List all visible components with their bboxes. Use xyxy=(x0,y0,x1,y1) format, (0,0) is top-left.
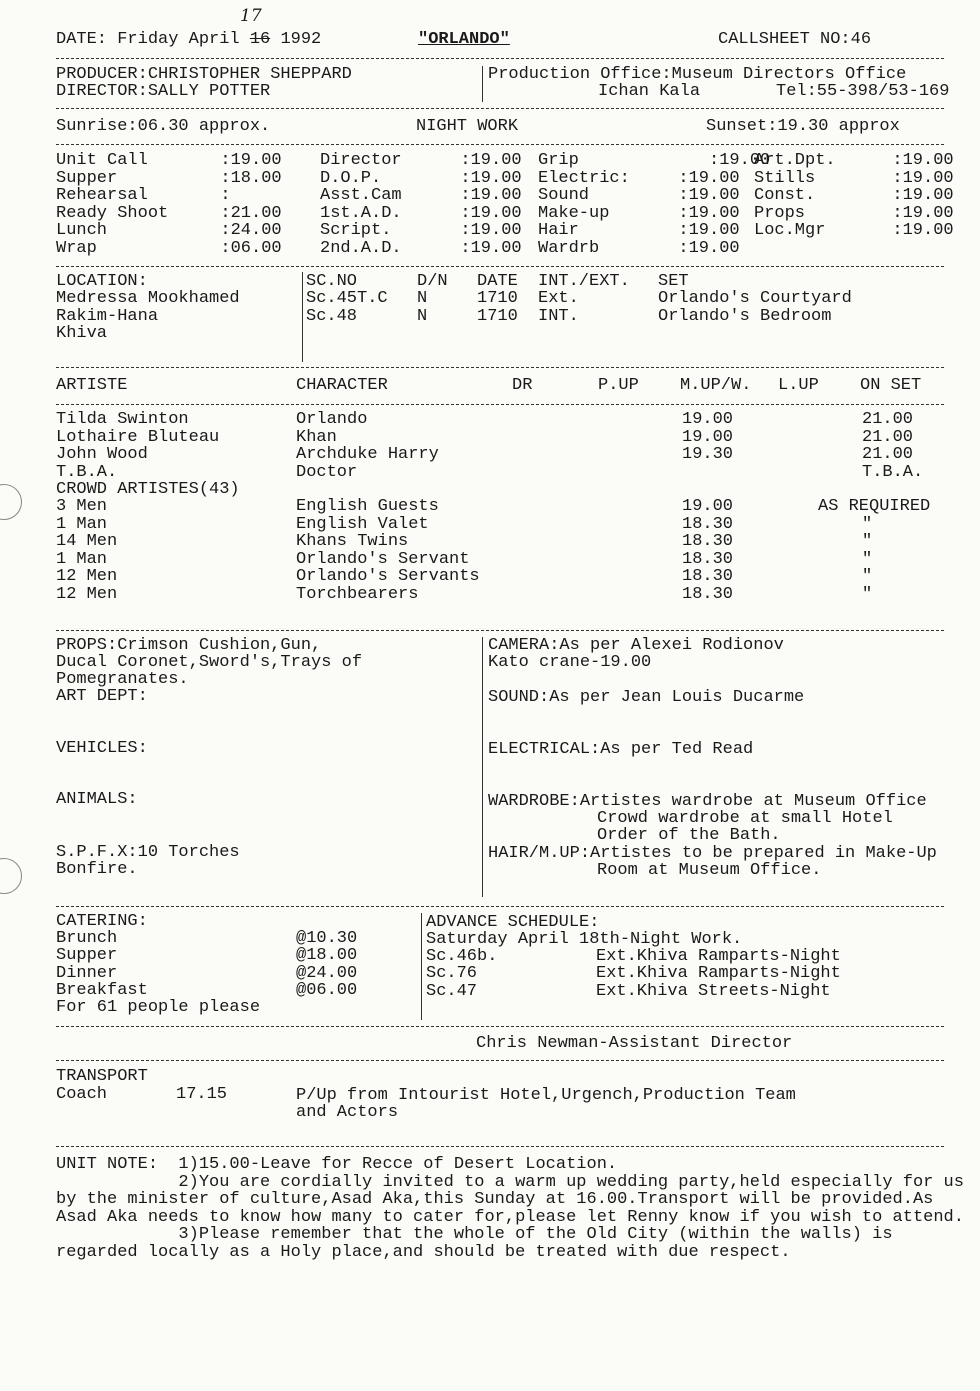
call-role: Sound xyxy=(538,186,590,206)
call-time: :19.00 xyxy=(440,203,522,223)
meal-name: Brunch xyxy=(56,929,118,948)
call-role: 2nd.A.D. xyxy=(320,239,402,258)
crowd-count: 1 Man xyxy=(56,514,108,534)
call-role: Ready Shoot xyxy=(56,203,169,223)
on-set-time: 21.00 xyxy=(862,410,914,429)
call-time: :19.00 xyxy=(440,151,522,170)
advance-set: Ext.Khiva Ramparts-Night xyxy=(596,947,841,966)
scene-cell: N xyxy=(417,289,428,308)
office-location: Ichan Kala xyxy=(598,82,701,101)
work-type: NIGHT WORK xyxy=(416,117,519,136)
crowd-count: 12 Men xyxy=(56,584,118,604)
advance-scene: Sc.47 xyxy=(426,981,478,1001)
location-line: Khiva xyxy=(56,324,108,343)
department-line: WARDROBE:Artistes wardrobe at Museum Office xyxy=(488,792,927,811)
meal-name: Breakfast xyxy=(56,981,148,1001)
transport-type: Coach xyxy=(56,1085,108,1104)
makeup-time: 19.30 xyxy=(682,445,734,464)
call-time: :24.00 xyxy=(200,221,282,241)
department-line: CAMERA:As per Alexei Rodionov xyxy=(488,636,784,655)
department-line: Crowd wardrobe at small Hotel xyxy=(597,809,893,828)
call-role: Rehearsal xyxy=(56,186,148,206)
call-time: :19.00 xyxy=(658,203,740,223)
character-name: Khan xyxy=(296,427,337,447)
artiste-name: Tilda Swinton xyxy=(56,410,189,429)
call-role: Asst.Cam xyxy=(320,186,402,206)
office-telephone: Tel:55-398/53-169 xyxy=(776,82,950,101)
call-time: :19.00 xyxy=(658,186,740,206)
crowd-role: English Valet xyxy=(296,514,429,534)
call-time: :19.00 xyxy=(200,151,282,170)
cast-header: DR xyxy=(512,376,533,395)
catering-label: CATERING: xyxy=(56,912,148,931)
makeup-time: 19.00 xyxy=(682,410,734,429)
on-set-time: " xyxy=(862,514,873,534)
scene-cell: N xyxy=(417,307,428,326)
makeup-time: 19.00 xyxy=(682,497,734,516)
punch-hole-top xyxy=(0,484,22,520)
call-time: :19.00 xyxy=(872,151,954,170)
call-time: :19.00 xyxy=(658,221,740,241)
call-role: Art.Dpt. xyxy=(754,151,836,170)
scene-cell: Sc.45T.C xyxy=(306,289,388,308)
department-line: ANIMALS: xyxy=(56,790,138,809)
call-role: Script. xyxy=(320,221,392,241)
production-title: "ORLANDO" xyxy=(418,30,510,49)
crowd-count: 3 Men xyxy=(56,497,108,516)
department-line: Ducal Coronet,Sword's,Trays of xyxy=(56,653,363,672)
scene-cell: 1710 xyxy=(477,307,518,326)
transport-desc: P/Up from Intourist Hotel,Urgench,Production Team xyxy=(296,1086,796,1105)
call-time: :19.00 xyxy=(440,239,522,258)
call-time: :19.00 xyxy=(872,203,954,223)
makeup-time: 18.30 xyxy=(682,567,734,586)
cast-header: ON SET xyxy=(860,376,922,395)
cast-header: CHARACTER xyxy=(296,376,388,395)
character-name: Archduke Harry xyxy=(296,445,439,464)
note-line: 2)You are cordially invited to a warm up wedding party,held especially for us xyxy=(56,1172,964,1192)
production-office: Production Office:Museum Directors Office xyxy=(488,65,907,84)
crowd-role: Torchbearers xyxy=(296,584,419,604)
call-role: Lunch xyxy=(56,221,108,241)
on-set-time: " xyxy=(862,532,873,551)
scene-cell: Ext. xyxy=(538,289,579,308)
on-set-time: AS REQUIRED xyxy=(818,497,931,516)
artiste-name: Lothaire Bluteau xyxy=(56,427,220,447)
makeup-time: 18.30 xyxy=(682,584,734,604)
advance-scene: Sc.76 xyxy=(426,964,478,984)
character-name: Doctor xyxy=(296,462,358,482)
on-set-time: " xyxy=(862,567,873,586)
cast-header: L.UP xyxy=(778,376,819,395)
assistant-director-signature: Chris Newman-Assistant Director xyxy=(476,1034,793,1053)
call-role: Const. xyxy=(754,186,816,206)
call-role: Props xyxy=(754,203,806,223)
call-time: : xyxy=(200,186,231,206)
meal-name: Supper xyxy=(56,946,118,966)
transport-desc: and Actors xyxy=(296,1103,399,1122)
crowd-count: 12 Men xyxy=(56,567,118,586)
call-time: :19.00 xyxy=(440,168,522,188)
department-line: Kato crane-19.00 xyxy=(488,653,652,672)
advance-set: Ext.Khiva Ramparts-Night xyxy=(596,964,841,984)
meal-time: @10.30 xyxy=(296,929,358,948)
scene-cell: Orlando's Bedroom xyxy=(658,307,832,326)
department-line: Room at Museum Office. xyxy=(597,861,822,880)
crowd-role: Khans Twins xyxy=(296,532,409,551)
call-time: :19.00 xyxy=(872,186,954,206)
on-set-time: 21.00 xyxy=(862,427,914,447)
crowd-role: Orlando's Servants xyxy=(296,567,480,586)
cast-header: ARTISTE xyxy=(56,376,128,395)
call-time: :18.00 xyxy=(200,168,282,188)
artiste-name: T.B.A. xyxy=(56,462,118,482)
call-time: :19.00 xyxy=(658,168,740,188)
call-role: Grip xyxy=(538,151,579,170)
cast-header: P.UP xyxy=(598,376,639,395)
note-line: Asad Aka needs to know how many to cater for,please let Renny know if you wish to attend. xyxy=(56,1207,964,1227)
call-role: Wardrb xyxy=(538,239,600,258)
crowd-role: English Guests xyxy=(296,497,439,516)
note-line: regarded locally as a Holy place,and should be treated with due respect. xyxy=(56,1243,791,1262)
scene-header: D/N xyxy=(417,272,448,291)
department-line: VEHICLES: xyxy=(56,739,148,758)
artiste-name: John Wood xyxy=(56,445,148,464)
scene-cell: Orlando's Courtyard xyxy=(658,289,852,308)
call-role: Director xyxy=(320,151,402,170)
note-line: UNIT NOTE: 1)15.00-Leave for Recce of Desert Location. xyxy=(56,1155,618,1174)
note-line: 3)Please remember that the whole of the Old City (within the walls) is xyxy=(56,1225,893,1245)
call-time: :06.00 xyxy=(200,239,282,258)
call-role: Loc.Mgr xyxy=(754,221,826,241)
scene-header: SC.NO xyxy=(306,272,358,291)
call-role: Unit Call xyxy=(56,151,148,170)
call-role: Hair xyxy=(538,221,579,241)
on-set-time: 21.00 xyxy=(862,445,914,464)
department-line: Bonfire. xyxy=(56,860,138,879)
scene-header: INT./EXT. xyxy=(538,272,630,291)
advance-set: Ext.Khiva Streets-Night xyxy=(596,981,831,1001)
call-time: :19.00 xyxy=(872,168,954,188)
call-time: :19.00 xyxy=(872,221,954,241)
department-line: ELECTRICAL:As per Ted Read xyxy=(488,740,754,759)
call-role: Supper xyxy=(56,168,118,188)
location-label: LOCATION: xyxy=(56,272,148,291)
transport-time: 17.15 xyxy=(176,1085,228,1104)
scene-cell: INT. xyxy=(538,307,579,326)
on-set-time: " xyxy=(862,549,873,569)
transport-label: TRANSPORT xyxy=(56,1067,148,1086)
call-time: :19.00 xyxy=(658,151,771,170)
department-line: SOUND:As per Jean Louis Ducarme xyxy=(488,688,805,707)
advance-scene: Sc.46b. xyxy=(426,947,498,966)
callsheet-number: CALLSHEET NO:46 xyxy=(718,30,872,49)
punch-hole-bottom xyxy=(0,858,22,894)
call-role: Make-up xyxy=(538,203,610,223)
crowd-label: CROWD ARTISTES(43) xyxy=(56,480,240,499)
handwritten-date-correction: 17 xyxy=(240,6,262,26)
meal-time: @18.00 xyxy=(296,946,358,966)
department-line: HAIR/M.UP:Artistes to be prepared in Make-Up xyxy=(488,844,937,863)
scene-cell: Sc.48 xyxy=(306,307,358,326)
call-time: :19.00 xyxy=(658,239,740,258)
scene-cell: 1710 xyxy=(477,289,518,308)
call-role: Electric: xyxy=(538,168,630,188)
crowd-role: Orlando's Servant xyxy=(296,549,470,569)
makeup-time: 18.30 xyxy=(682,514,734,534)
makeup-time: 18.30 xyxy=(682,549,734,569)
meal-time: @24.00 xyxy=(296,963,358,983)
department-line: ART DEPT: xyxy=(56,687,148,706)
advance-label: ADVANCE SCHEDULE: xyxy=(426,913,600,932)
note-line: by the minister of culture,Asad Aka,this Sunday at 16.00.Transport will be provided.As xyxy=(56,1190,934,1210)
meal-time: @06.00 xyxy=(296,981,358,1001)
call-time: :19.00 xyxy=(440,221,522,241)
call-time: :19.00 xyxy=(440,186,522,206)
producer: PRODUCER:CHRISTOPHER SHEPPARD xyxy=(56,65,352,84)
character-name: Orlando xyxy=(296,410,368,429)
location-line: Medressa Mookhamed xyxy=(56,289,240,308)
crowd-count: 14 Men xyxy=(56,532,118,551)
catering-note: For 61 people please xyxy=(56,998,261,1017)
scene-header: SET xyxy=(658,272,689,291)
department-line: S.P.F.X:10 Torches xyxy=(56,843,240,862)
director: DIRECTOR:SALLY POTTER xyxy=(56,82,271,101)
meal-name: Dinner xyxy=(56,963,118,983)
on-set-time: T.B.A. xyxy=(862,462,924,482)
call-time: :21.00 xyxy=(200,203,282,223)
department-line: PROPS:Crimson Cushion,Gun, xyxy=(56,636,322,655)
on-set-time: " xyxy=(862,584,873,604)
call-role: 1st.A.D. xyxy=(320,203,402,223)
scene-header: DATE xyxy=(477,272,518,291)
call-role: D.O.P. xyxy=(320,168,382,188)
department-line: Pomegranates. xyxy=(56,670,189,689)
sunset: Sunset:19.30 approx xyxy=(706,117,900,136)
date-line: DATE: Friday April 16 1992 xyxy=(56,30,322,49)
location-line: Rakim-Hana xyxy=(56,307,159,326)
cast-header: M.UP/W. xyxy=(680,376,752,395)
advance-date: Saturday April 18th-Night Work. xyxy=(426,930,743,949)
call-role: Stills xyxy=(754,168,816,188)
makeup-time: 18.30 xyxy=(682,532,734,551)
sunrise: Sunrise:06.30 approx. xyxy=(56,117,271,136)
department-line: Order of the Bath. xyxy=(597,826,781,845)
crowd-count: 1 Man xyxy=(56,549,108,569)
makeup-time: 19.00 xyxy=(682,427,734,447)
call-role: Wrap xyxy=(56,239,97,258)
